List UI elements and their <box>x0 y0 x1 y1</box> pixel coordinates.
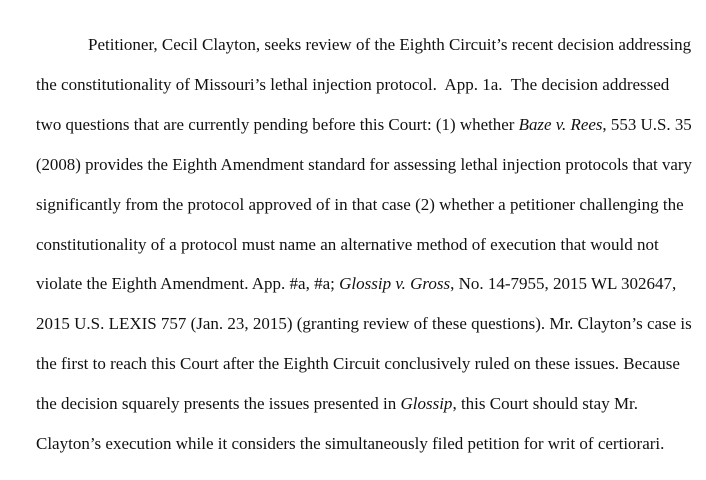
paragraph-line <box>19 408 665 453</box>
text-run: Clayton’s execution while it considers the simultaneously filed petition for writ of certiorari. <box>36 434 665 453</box>
text-run: , 553 U.S. 35 <box>602 115 692 134</box>
text-run: significantly from the protocol approved of in that case (2) whether a petitioner challenging the <box>36 195 684 214</box>
text-run: , No. 14-7955, 2015 WL 302647, <box>450 274 677 293</box>
text-run: the first to reach this Court after the Eighth Circuit conclusively ruled on these issues. Because <box>36 354 680 373</box>
text-run: constitutionality of a protocol must name an alternative method of execution that would not <box>36 235 659 254</box>
case-citation-glossip: Glossip <box>400 394 453 413</box>
text-run: 2015 U.S. LEXIS 757 (Jan. 23, 2015) (granting review of these questions). Mr. Clayton’s case is <box>35 314 692 333</box>
text-run: the decision squarely presents the issues presented in <box>36 394 401 413</box>
paragraph-line <box>71 9 692 54</box>
paragraph-line <box>19 49 670 94</box>
case-citation-baze: Baze v. Rees <box>518 115 603 134</box>
paragraph-line <box>19 368 639 413</box>
paragraph-line <box>19 248 677 293</box>
text-run: (2008) provides the Eighth Amendment standard for assessing lethal injection protocols that vary <box>35 155 692 174</box>
paragraph-line <box>19 209 659 254</box>
case-citation-glossip: Glossip v. Gross <box>339 274 451 293</box>
text-run: , this Court should stay Mr. <box>452 394 639 413</box>
paragraph-line <box>19 89 692 134</box>
text-run: Petitioner, Cecil Clayton, seeks review of the Eighth Circuit’s recent decision addressing <box>88 35 692 54</box>
text-run: the constitutionality of Missouri’s lethal injection protocol. App. 1a. The decision addressed <box>36 75 670 94</box>
paragraph-line <box>19 129 692 174</box>
text-run: violate the Eighth Amendment. App. #a, #a; <box>36 274 340 293</box>
paragraph-line <box>19 328 680 373</box>
paragraph-line <box>19 169 684 214</box>
text-run: two questions that are currently pending before this Court: (1) whether <box>35 115 519 134</box>
paragraph-line <box>19 288 692 333</box>
